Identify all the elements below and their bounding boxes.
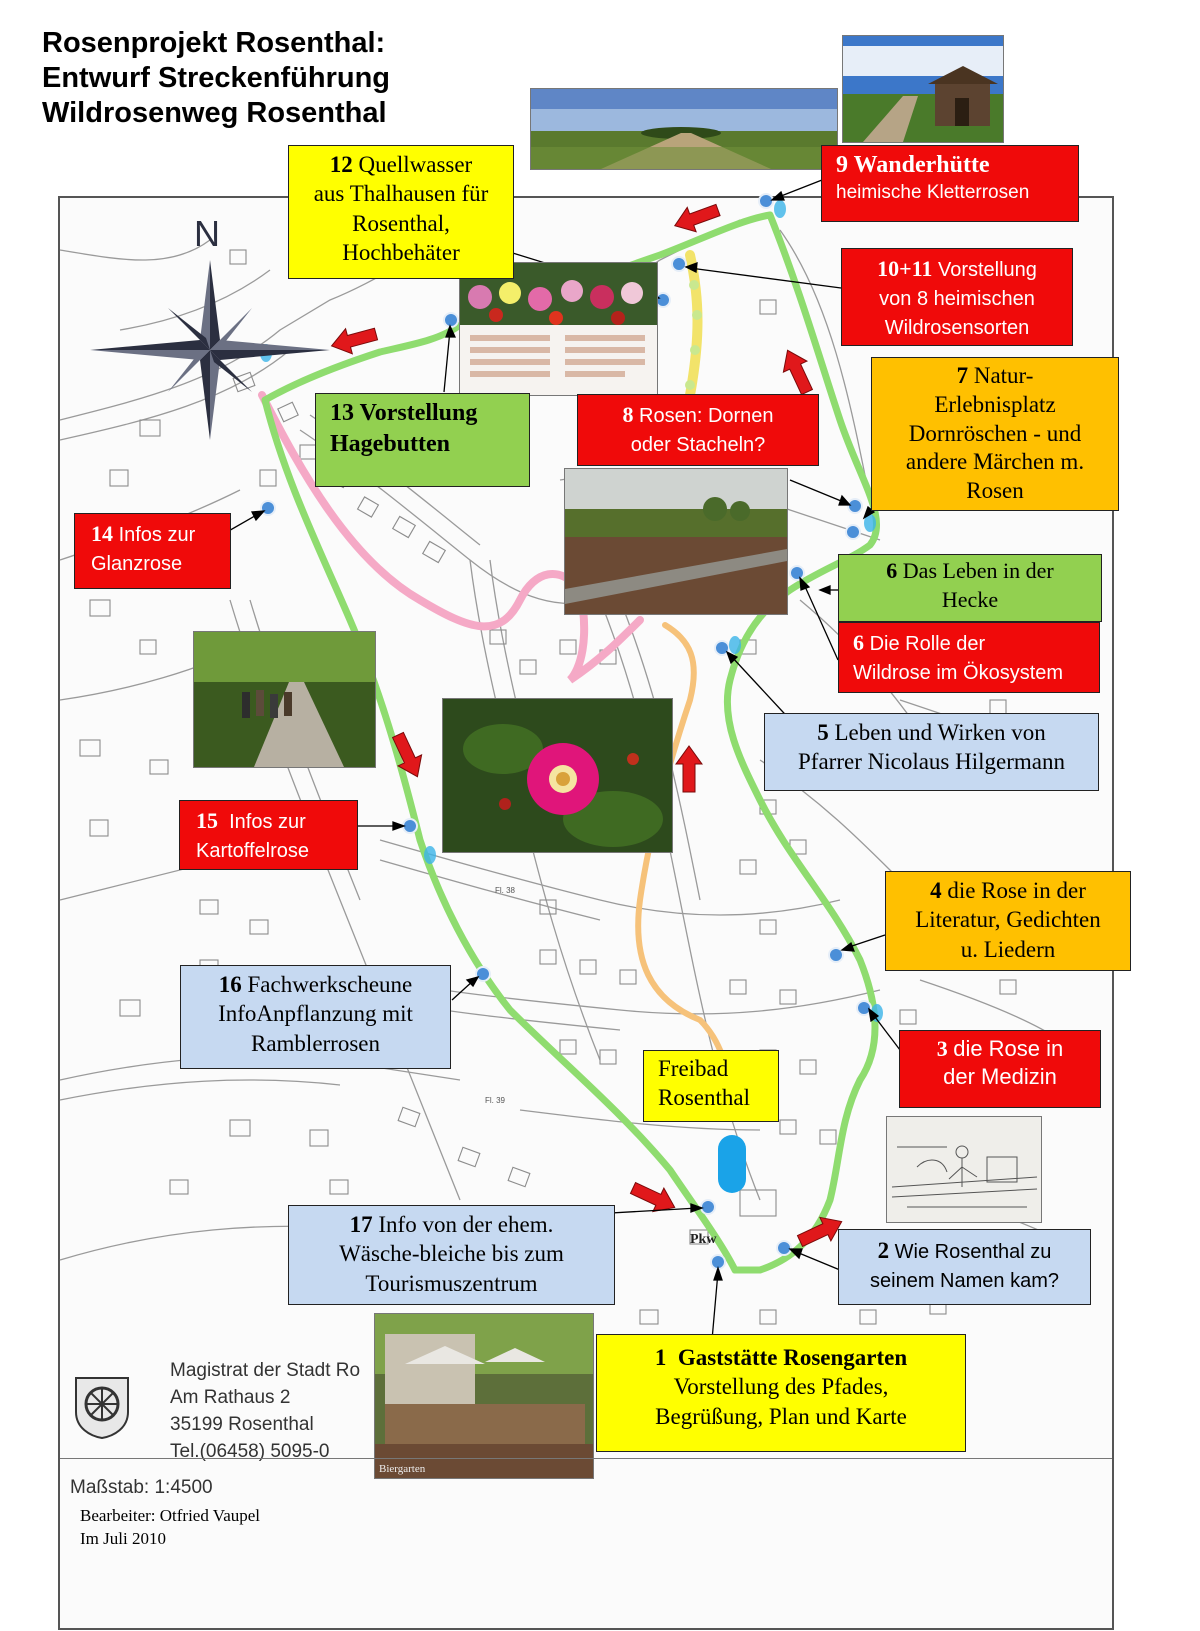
hut-photo <box>842 35 1004 143</box>
footer-divider <box>60 1458 1112 1459</box>
station-17-label: 17 Info von der ehem. Wäsche-bleiche bis zum Tourismuszentrum <box>288 1205 615 1305</box>
historic-engraving-image <box>886 1116 1042 1223</box>
station-15-label: 15 Infos zur Kartoffelrose <box>179 800 358 870</box>
marker-station-17[interactable] <box>701 1200 715 1214</box>
footer-editor: Bearbeiter: Otfried Vaupel <box>80 1506 261 1525</box>
rose-varieties-poster-photo <box>459 262 658 396</box>
footer-address <box>170 1357 360 1465</box>
nature-playground-photo <box>564 468 788 615</box>
plot-label-fl39: Fl. 39 <box>485 1096 506 1105</box>
station-1-label: 1 Gaststätte Rosengarten Vorstellung des Pfades, Begrüßung, Plan und Karte <box>596 1334 966 1452</box>
swimming-pool <box>718 1135 746 1193</box>
compass-north-letter: N <box>194 213 220 254</box>
footer-scale: Maßstab: 1:4500 <box>70 1477 213 1498</box>
title-line-3: Wildrosenweg Rosenthal <box>42 97 387 129</box>
station-12-label: 12 Quellwasser aus Thalhausen für Rosenthal, Hochbehäter <box>288 145 514 279</box>
arrow-south <box>386 730 429 783</box>
freibad-label: Freibad Rosenthal <box>643 1050 779 1122</box>
footer-magistrat: Magistrat der Stadt Ro <box>170 1360 361 1381</box>
panorama-field-photo <box>530 88 838 170</box>
marker-station-2[interactable] <box>777 1241 791 1255</box>
arrow-north-2 <box>676 746 702 792</box>
station-3-label: 3 die Rose in der Medizin <box>899 1030 1101 1108</box>
station-14-label: 14 Infos zur Glanzrose <box>74 513 231 589</box>
arrow-southeast <box>628 1176 681 1219</box>
yellow-path <box>690 255 698 395</box>
parking-label: Pkw <box>690 1232 717 1247</box>
beer-garden-photo <box>374 1313 594 1479</box>
station-8-label: 8 Rosen: Dornen oder Stacheln? <box>577 394 819 466</box>
plot-label-fl38: Fl. 38 <box>495 886 516 895</box>
station-13-label: 13 Vorstellung Hagebutten <box>315 393 530 487</box>
town-coat-of-arms-icon <box>72 1374 132 1440</box>
marker-station-13[interactable] <box>444 313 458 327</box>
station-6-ecosystem-label: 6 Die Rolle der Wildrose im Ökosystem <box>838 622 1100 693</box>
marker-station-3[interactable] <box>857 1001 871 1015</box>
marker-station-16[interactable] <box>476 967 490 981</box>
station-10-11-label: 10+11 Vorstellung von 8 heimischen Wildrosensorten <box>841 248 1073 346</box>
station-9-label: 9 Wanderhütte heimische Kletterrosen <box>821 145 1079 222</box>
hikers-path-photo <box>193 631 376 768</box>
wild-rose-photo <box>442 698 673 853</box>
footer-date: Im Juli 2010 <box>80 1529 166 1548</box>
title-line-2: Entwurf Streckenführung <box>42 62 391 94</box>
footer-street: Am Rathaus 2 <box>170 1387 291 1408</box>
marker-station-7b[interactable] <box>846 525 860 539</box>
marker-station-9[interactable] <box>759 194 773 208</box>
biergarten-label: Biergarten <box>379 1463 426 1475</box>
marker-station-6[interactable] <box>790 566 804 580</box>
station-4-label: 4 die Rose in der Literatur, Gedichten u. Liedern <box>885 871 1131 971</box>
marker-station-10[interactable] <box>672 257 686 271</box>
marker-station-8[interactable] <box>656 293 670 307</box>
orange-route <box>638 625 730 1100</box>
station-2-label: 2 Wie Rosenthal zu seinem Namen kam? <box>838 1229 1091 1305</box>
footer-tel: Tel.(06458) 5095-0 <box>170 1441 330 1462</box>
arrow-north-1 <box>776 345 819 398</box>
footer-city: 35199 Rosenthal <box>170 1414 314 1435</box>
marker-station-7a[interactable] <box>848 499 862 513</box>
station-6-hedge-label: 6 Das Leben in der Hecke <box>838 554 1102 622</box>
station-5-label: 5 Leben und Wirken von Pfarrer Nicolaus Hilgermann <box>764 713 1099 791</box>
station-16-label: 16 Fachwerkscheune InfoAnpflanzung mit Ramblerrosen <box>180 965 451 1069</box>
title-line-1: Rosenprojekt Rosenthal: <box>42 27 386 59</box>
station-7-label: 7 Natur- Erlebnisplatz Dornröschen - und andere Märchen m. Rosen <box>871 357 1119 511</box>
